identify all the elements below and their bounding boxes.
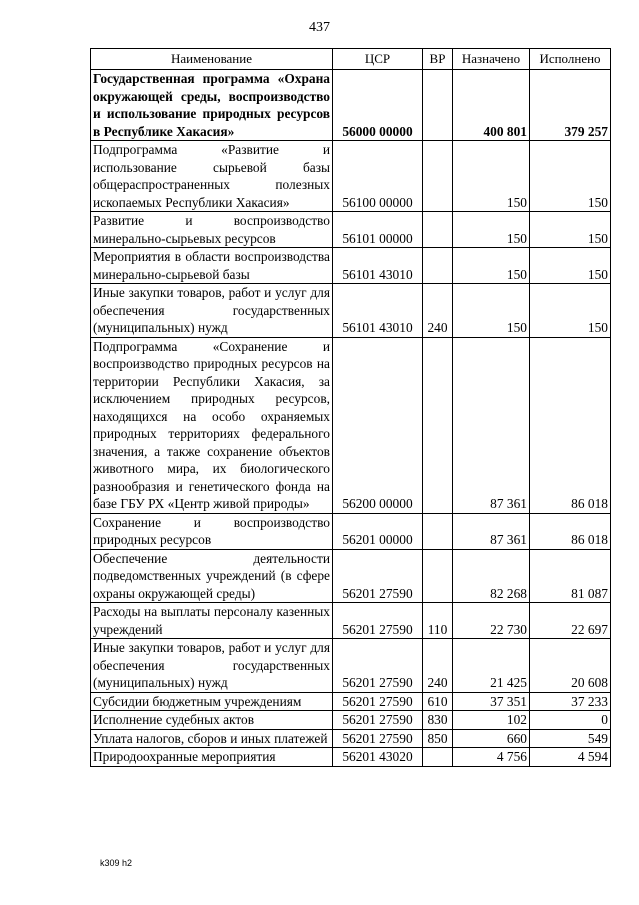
row-csr: 56201 27590 — [333, 603, 423, 639]
row-vr: 240 — [423, 284, 453, 338]
row-executed: 86 018 — [530, 513, 611, 549]
row-assigned: 150 — [453, 212, 530, 248]
row-executed: 150 — [530, 212, 611, 248]
row-executed: 81 087 — [530, 549, 611, 603]
row-csr: 56201 27590 — [333, 549, 423, 603]
table-body — [91, 70, 611, 767]
row-name: Исполнение судебных актов — [91, 711, 333, 730]
row-assigned: 37 351 — [453, 692, 530, 711]
row-name: Обеспечение деятельности подведомственных учреждений (в сфере охраны окружающей среды) — [91, 549, 333, 603]
row-assigned: 102 — [453, 711, 530, 730]
row-executed: 86 018 — [530, 337, 611, 513]
row-executed: 150 — [530, 141, 611, 212]
row-assigned: 660 — [453, 729, 530, 748]
header-assigned: Назначено — [453, 49, 530, 70]
row-csr: 56101 43010 — [333, 284, 423, 338]
row-name: Сохранение и воспроизводство природных ресурсов — [91, 513, 333, 549]
row-csr: 56201 27590 — [333, 729, 423, 748]
footer-code: k309 h2 — [100, 858, 133, 868]
row-executed: 20 608 — [530, 639, 611, 693]
row-assigned: 22 730 — [453, 603, 530, 639]
row-csr: 56101 00000 — [333, 212, 423, 248]
row-vr — [423, 549, 453, 603]
row-vr: 110 — [423, 603, 453, 639]
table-row — [91, 711, 611, 730]
header-vr: ВР — [423, 49, 453, 70]
row-name: Уплата налогов, сборов и иных платежей — [91, 729, 333, 748]
row-name: Расходы на выплаты персоналу казенных учреждений — [91, 603, 333, 639]
row-csr: 56201 27590 — [333, 639, 423, 693]
table-row — [91, 639, 611, 693]
row-executed: 0 — [530, 711, 611, 730]
table-header-row — [91, 49, 611, 70]
row-name: Иные закупки товаров, работ и услуг для обеспечения государственных (муниципальных) нужд — [91, 639, 333, 693]
row-vr — [423, 141, 453, 212]
table-row — [91, 729, 611, 748]
budget-table — [90, 48, 611, 767]
table-row — [91, 212, 611, 248]
row-assigned: 87 361 — [453, 513, 530, 549]
table-row — [91, 549, 611, 603]
row-assigned: 150 — [453, 284, 530, 338]
row-assigned: 150 — [453, 141, 530, 212]
row-csr: 56101 43010 — [333, 248, 423, 284]
table-row — [91, 284, 611, 338]
row-name: Государственная программа «Охрана окружающей среды, воспроизводство и использование природных ресурсов в Республике Хакасия» — [91, 70, 333, 141]
table-row — [91, 248, 611, 284]
row-executed: 549 — [530, 729, 611, 748]
row-assigned: 87 361 — [453, 337, 530, 513]
row-executed: 150 — [530, 248, 611, 284]
row-vr: 610 — [423, 692, 453, 711]
row-name: Подпрограмма «Сохранение и воспроизводство природных ресурсов на территории Республики Хакасия, за исключением природных ресурсов, находящихся на особо охраняемых природных территориях федерального значения, а также сохранение объектов животного мира, их биологического разнообразия и генетического фонда на базе ГБУ РХ «Центр живой природы» — [91, 337, 333, 513]
row-vr — [423, 748, 453, 767]
row-vr: 240 — [423, 639, 453, 693]
row-vr — [423, 70, 453, 141]
row-name: Природоохранные мероприятия — [91, 748, 333, 767]
row-executed: 379 257 — [530, 70, 611, 141]
table-row — [91, 603, 611, 639]
row-name: Мероприятия в области воспроизводства минерально-сырьевой базы — [91, 248, 333, 284]
row-executed: 22 697 — [530, 603, 611, 639]
table-row — [91, 692, 611, 711]
header-csr: ЦСР — [333, 49, 423, 70]
table-row — [91, 748, 611, 767]
row-csr: 56201 00000 — [333, 513, 423, 549]
page-number: 437 — [309, 20, 330, 35]
row-csr: 56100 00000 — [333, 141, 423, 212]
table-row — [91, 70, 611, 141]
row-assigned: 4 756 — [453, 748, 530, 767]
table-row — [91, 141, 611, 212]
row-vr — [423, 248, 453, 284]
row-name: Развитие и воспроизводство минерально-сырьевых ресурсов — [91, 212, 333, 248]
row-name: Подпрограмма «Развитие и использование сырьевой базы общераспространенных полезных ископаемых Республики Хакасия» — [91, 141, 333, 212]
row-vr — [423, 337, 453, 513]
row-csr: 56201 43020 — [333, 748, 423, 767]
table-row — [91, 337, 611, 513]
row-csr: 56200 00000 — [333, 337, 423, 513]
row-name: Иные закупки товаров, работ и услуг для обеспечения государственных (муниципальных) нужд — [91, 284, 333, 338]
row-csr: 56000 00000 — [333, 70, 423, 141]
row-csr: 56201 27590 — [333, 692, 423, 711]
row-vr — [423, 212, 453, 248]
header-executed: Исполнено — [530, 49, 611, 70]
header-name: Наименование — [91, 49, 333, 70]
row-executed: 4 594 — [530, 748, 611, 767]
row-assigned: 21 425 — [453, 639, 530, 693]
row-vr — [423, 513, 453, 549]
row-assigned: 400 801 — [453, 70, 530, 141]
row-vr: 850 — [423, 729, 453, 748]
table-row — [91, 513, 611, 549]
row-vr: 830 — [423, 711, 453, 730]
row-csr: 56201 27590 — [333, 711, 423, 730]
row-executed: 37 233 — [530, 692, 611, 711]
row-executed: 150 — [530, 284, 611, 338]
row-name: Субсидии бюджетным учреждениям — [91, 692, 333, 711]
row-assigned: 82 268 — [453, 549, 530, 603]
row-assigned: 150 — [453, 248, 530, 284]
